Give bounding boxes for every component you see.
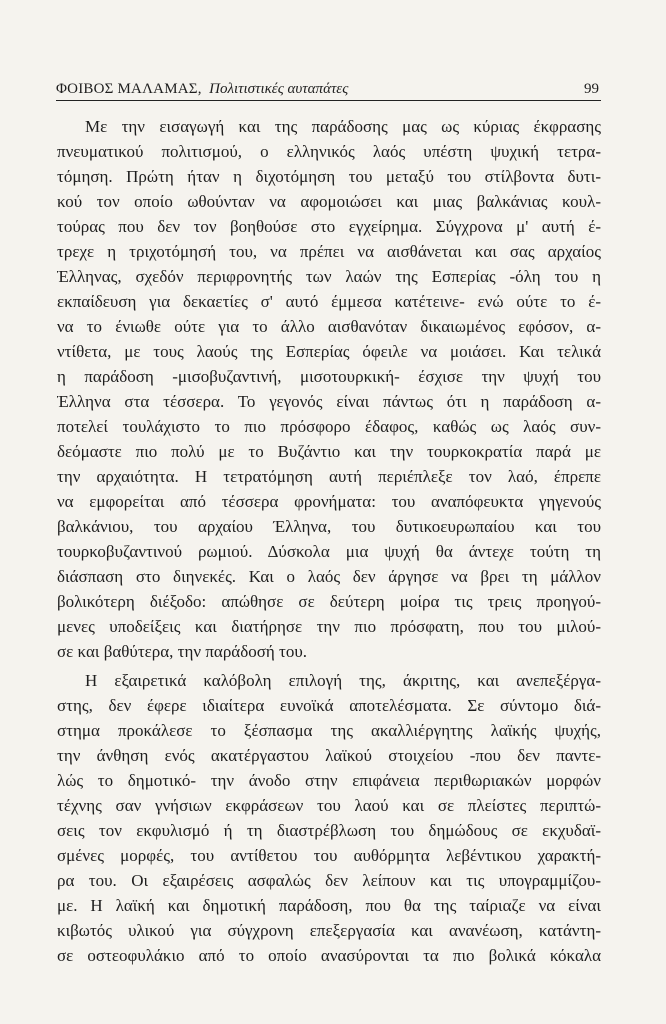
page-number: 99 [584,81,599,97]
text-line: τόμηση. Πρώτη ήταν η διχοτόμηση του μεταξύ του στίλβοντα δυτι- [57,167,601,186]
text-line: σε και βαθύτερα, την παράδοσή του. [57,642,308,661]
text-line: τέχνης σαν γνήσιων εκφράσεων του λαού και σε πλείστες περιπτώ- [57,796,601,815]
text-line: στημα προκάλεσε το ξέσπασμα της ακαλλιέργητης λαϊκής ψυχής, [57,721,601,740]
text-line: την αρχαιότητα. Η τετρατόμηση αυτή περιέπλεξε τον λαό, έπρεπε [57,467,601,486]
text-line: να εμφορείται από τέσσερα φρονήματα: του αναπόφευκτα γηγενούς [57,492,601,511]
text-line: κού τον οποίο ωθούνταν να αφομοιώσει και μιας βαλκάνιας κουλ- [57,192,601,211]
text-line: ποτελεί τουλάχιστο το πιο πρόσφορο έδαφος, καθώς ως λαός συν- [57,417,601,436]
text-line: τρεχε η τριχοτόμησή του, να πρέπει να αισθάνεται και σας αρχαίος [57,242,601,261]
text-line: να το ένιωθε ούτε για το άλλο αισθανόταν δικαιωμένος εφόσον, α- [57,317,601,336]
text-line: τούρας που δεν τον βοηθούσε στο εγχείρημα. Σύγχρονα μ' αυτή έ- [57,217,601,236]
text-line: μενες υποδείξεις και διατήρησε την πιο πρόσφατη, που του μιλού- [57,617,601,636]
text-line: λώς το δημοτικό- την άνοδο στην επιφάνεια περιθωριακών μορφών [57,771,601,790]
text-line: η παράδοση -μισοβυζαντινή, μισοτουρκική- έσχισε την ψυχή του [57,367,601,386]
text-line: Έλληνα στα τέσσερα. Το γεγονός είναι πάντως ότι η παράδοση α- [57,392,601,411]
text-line: πνευματικού πολιτισμού, ο ελληνικός λαός υπέστη ψυχική τετρα- [57,142,601,161]
text-line: κιβωτός υλικού για σύγχρονη επεξεργασία και ανανέωση, κατάντη- [57,921,601,940]
text-line: σεις τον εκφυλισμό ή τη διαστρέβλωση του δημώδους σε εκχυδαϊ- [57,821,601,840]
text-line: τουρκοβυζαντινού ρωμιού. Δύσκολα μια ψυχή θα άντεχε τούτη τη [57,542,601,561]
running-head-title: Πολιτιστικές αυταπάτες [209,81,349,97]
text-line: Έλληνας, σχεδόν περιφρονητής των λαών της Εσπερίας -όλη του η [57,267,601,286]
text-line: ντίθετα, με τους λαούς της Εσπερίας όφειλε να μοιάσει. Και τελικά [57,342,601,361]
text-line: στης, δεν έφερε ιδιαίτερα ευνοϊκά αποτελέσματα. Σε σύντομο διά- [57,696,601,715]
running-head-author: ΦΟΙΒΟΣ ΜΑΛΑΜΑΣ, [56,81,202,97]
text-line: εκπαίδευση για δεκαετίες σ' αυτό έμμεσα κατέτεινε- ενώ ούτε το έ- [57,292,601,311]
text-line: σε οστεοφυλάκιο από το οποίο ανασύρονται τα πιο βολικά κόκαλα [57,946,601,965]
text-line: δεόμαστε πιο πολύ με το Βυζάντιο και την τουρκοκρατία παρά με [57,442,601,461]
running-head [56,80,601,98]
text-line: βαλκάνιου, του αρχαίου Έλληνα, του δυτικοευρωπαίου και του [57,517,601,536]
text-line: σμένες μορφές, του αντίθετου του αυθόρμητα λεβέντικου χαρακτή- [57,846,601,865]
text-line: με. Η λαϊκή και δημοτική παράδοση, που θα της ταίριαζε να είναι [57,896,601,915]
text-line: ρα του. Οι εξαιρέσεις ασφαλώς δεν λείπουν και τις υπογραμμίζου- [57,871,601,890]
text-line: Η εξαιρετικά καλόβολη επιλογή της, άκριτης, και ανεπεξέργα- [85,671,601,690]
text-line: διάσπαση στο διηνεκές. Και ο λαός δεν άργησε να βρει τη μάλλον [57,567,601,586]
text-line: βολικότερη διέξοδο: απώθησε σε δεύτερη μοίρα τις τρεις προηγού- [57,592,601,611]
text-line: Με την εισαγωγή και της παράδοσης μας ως κύριας έκφρασης [85,117,601,136]
text-line: την άνθηση ενός ακατέργαστου λαϊκού στοιχείου -που δεν παντε- [57,746,601,765]
header-rule [56,100,601,101]
